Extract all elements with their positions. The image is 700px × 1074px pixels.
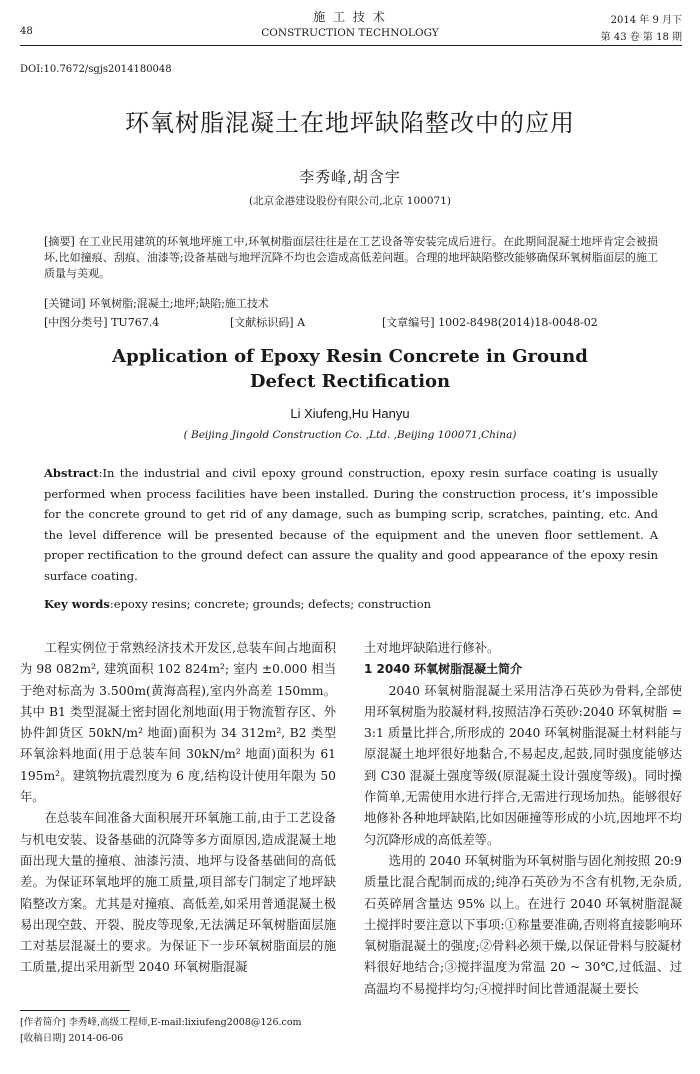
right-paragraph-1: 2040 环氧树脂混凝土采用洁净石英砂为骨料,全部使用环氧树脂为胶凝材料,按照洁净石英砂:2040 环氧树脂 = 3:1 质量比拌合,所形成的 2040 环氧树脂混凝土材料能与原混凝土地坪很好地黏合,不易起皮,起鼓,同时强度能够达到 C30 混凝土强度等级(原混凝土设计强度等级)。同时操作简单,无需使用水进行拌合,无需进行现场加热。能够很好地修补各种地坪缺陷,比如因砸撞等形成的小坑,因地坪不均匀沉降形成的高低差等。 [364, 683, 682, 847]
left-column [20, 638, 336, 979]
left-paragraph-2: 在总装车间准备大面积展开环氧施工前,由于工艺设备与机电安装、设备基础的沉降等多方面原因,造成混凝土地面出现大量的撞痕、油漆污渍、地坪与设备基础间的高低差。为保证环氧地坪的施工质量,项目部专门制定了地坪缺陷整改方案。尤其是对撞痕、高低差,如采用普通混凝土极易出现空鼓、开裂、脱皮等现象,无法满足环氧树脂面层施工对基层混凝土的要求。为保证下一步环氧树脂面层的施工质量,提出采用新型 2040 环氧树脂混凝 [20, 811, 336, 975]
keywords-cn-text: 环氧树脂;混凝土;地坪;缺陷;施工技术 [89, 297, 269, 310]
keywords-cn-label: [关键词] [44, 297, 86, 310]
abstract-cn-label: [摘要] [44, 235, 75, 248]
article-no-value: 1002-8498(2014)18-0048-02 [438, 316, 598, 329]
footnote-author-text: 李秀峰,高级工程师,E-mail:lixiufeng2008@126.com [68, 1017, 302, 1028]
abstract-en [44, 463, 658, 586]
doc-code-value: A [297, 316, 306, 329]
clc-label: [中图分类号] [44, 316, 108, 329]
abstract-en-label: Abstract [44, 466, 99, 480]
section-heading-1: 1 2040 环氧树脂混凝土简介 [364, 662, 523, 677]
document-code [230, 315, 370, 331]
page-number: 48 [20, 26, 33, 37]
left-paragraph-1: 工程实例位于常熟经济技术开发区,总装车间占地面积为 98 082m², 建筑面积 102 824m²; 室内 ±0.000 相当于绝对标高为 3.500m(黄海高程),室内外高差 150mm。其中 B1 类型混凝土密封固化剂地面(用于物流暂存区、外协件卸货区 50kN/m² 地面)面积为 34 312m², B2 类型环氧涂料地面(用于总装车间 30kN/m² 地面)面积为 61 195m²。建筑物抗震烈度为 6 度,结构设计使用年限为 50 年。 [20, 641, 336, 805]
header-rule [20, 45, 682, 46]
abstract-en-text: :In the industrial and civil epoxy ground construction, epoxy resin surface coating is usually performed when process facilities have been installed. During the construction process, it’s impossible for the concrete ground to get rid of any damage, such as bumping scrip, scratches, painting, etc. And the level difference will be presented because of the equipment and the uneven floor settlement. A proper rectification to the ground defect can assure the quality and good appearance of the epoxy resin surface coating. [44, 466, 658, 583]
abstract-cn-text: 在工业民用建筑的环氧地坪施工中,环氧树脂面层往往是在工艺设备等安装完成后进行。在此期间混凝土地坪肯定会被损坏,比如撞痕、刮痕、油漆等;设备基础与地坪沉降不均也会造成高低差问题。合理的地坪缺陷整改能够确保环氧树脂面层的施工质量与美观。 [44, 235, 658, 280]
footnote-received [20, 1032, 340, 1046]
issue-date: 2014 年 9 月下 [610, 15, 682, 26]
keywords-en-label: Key words [44, 597, 110, 611]
title-en-line2: Defect Rectification [249, 371, 451, 392]
clc-value: TU767.4 [111, 316, 160, 329]
title-cn: 环氧树脂混凝土在地坪缺陷整改中的应用 [125, 109, 575, 137]
title-en-line1: Application of Epoxy Resin Concrete in Ground [112, 346, 588, 367]
doc-code-label: [文献标识码] [230, 316, 294, 329]
right-column [364, 638, 682, 1000]
article-no-label: [文章编号] [382, 316, 435, 329]
journal-name-cn: 施 工 技 术 [313, 10, 387, 24]
journal-name-en: CONSTRUCTION TECHNOLOGY [261, 27, 439, 39]
authors-en: Li Xiufeng,Hu Hanyu [290, 406, 410, 421]
volume-issue: 第 43 卷 第 18 期 [600, 32, 682, 43]
authors-cn: 李秀峰,胡含宇 [299, 168, 401, 186]
footnote-author [20, 1016, 340, 1030]
abstract-cn [44, 234, 658, 282]
doi: DOI:10.7672/sgjs2014180048 [20, 64, 172, 75]
article-number [382, 315, 662, 331]
keywords-en-text: :epoxy resins; concrete; grounds; defects; construction [109, 597, 432, 611]
footnote-author-label: [作者简介] [20, 1017, 66, 1028]
footnote-received-label: [收稿日期] [20, 1033, 66, 1044]
footnote-rule [20, 1010, 130, 1011]
footnote-received-text: 2014-06-06 [68, 1033, 124, 1044]
keywords-cn [44, 296, 658, 312]
affiliation-cn: (北京金港建设股份有限公司,北京 100071) [249, 195, 451, 207]
right-paragraph-0: 土对地坪缺陷进行修补。 [364, 641, 500, 655]
right-paragraph-2: 选用的 2040 环氧树脂为环氧树脂与固化剂按照 20:9 质量比混合配制而成的;纯净石英砂为不含有机物,无杂质,石英碎屑含量达 95% 以上。在进行 2040 环氧树脂混凝土搅拌时要注意以下事项:①称量要准确,否则将直接影响环氧树脂混凝土的强度;②骨料必须干燥,以保证骨料与胶凝材料很好地结合;③搅拌温度为常温 20 ~ 30℃,过低温、过高温均不易搅拌均匀;④搅拌时间比普通混凝土要长 [364, 853, 682, 996]
clc-number [44, 315, 224, 331]
keywords-en [44, 594, 658, 615]
affiliation-en: ( Beijing Jingold Construction Co. ,Ltd. ,Beijing 100071,China) [183, 429, 517, 441]
